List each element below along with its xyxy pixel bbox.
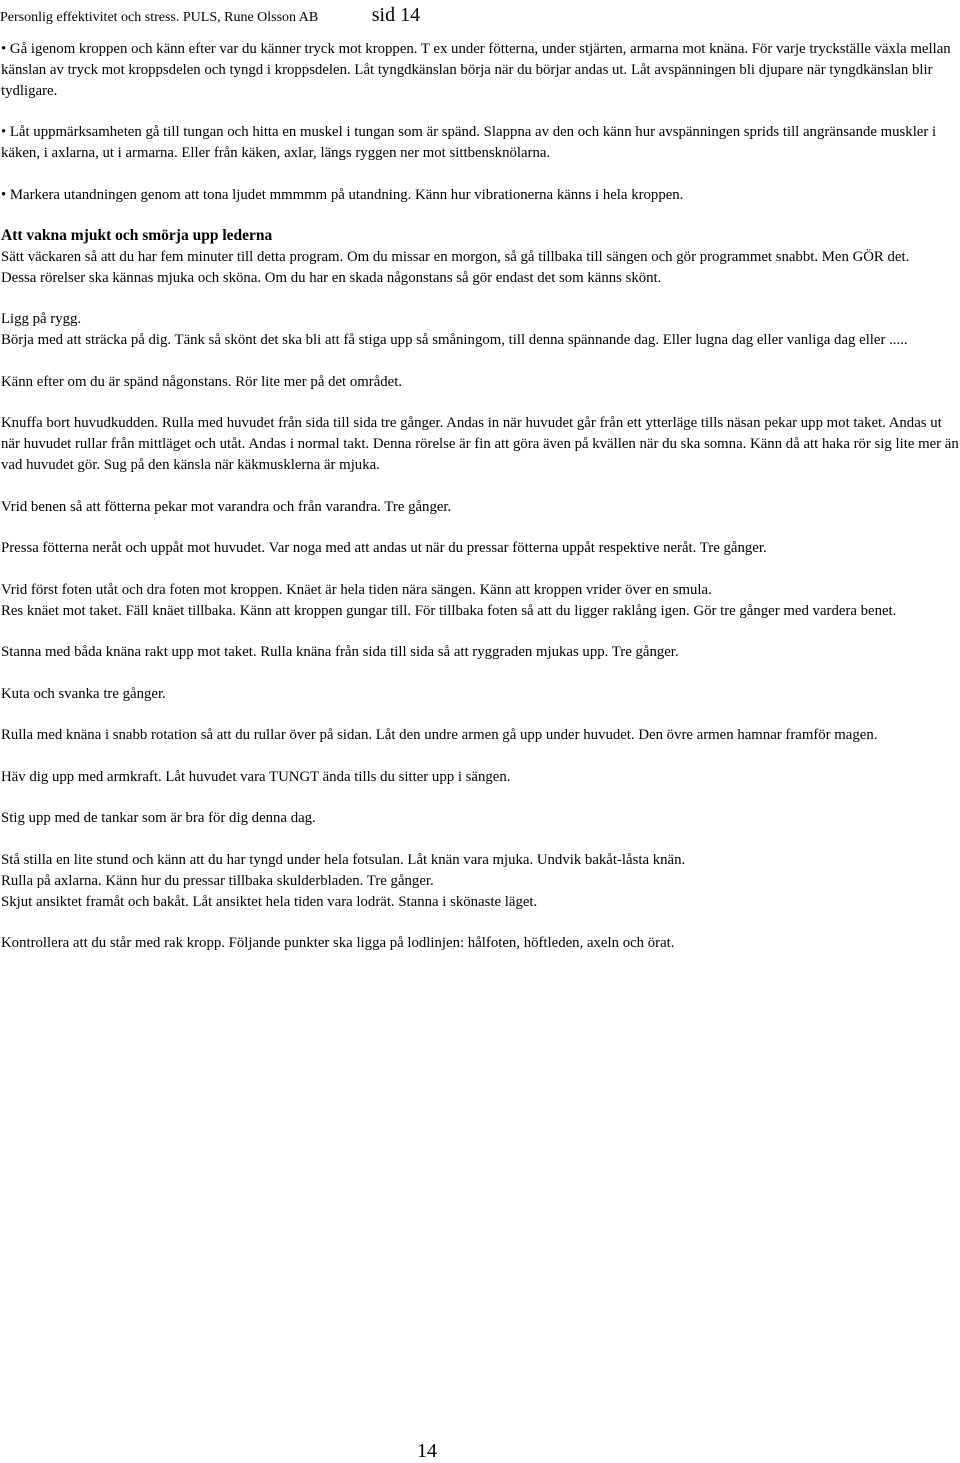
bullet-item: • Gå igenom kroppen och känn efter var du känner tryck mot kroppen. T ex under fötterna, under stjärten, armarna mot knäna. För varje tryckställe växla mellan känslan av tryck mot kroppsdelen och tyngd i kroppsdelen. Låt tyngdkänslan börja när du börjar andas ut. Låt avspänningen bli djupare när tyngdkänslan blir tydligare. [1, 41, 951, 99]
paragraph: Stå stilla en lite stund och känn att du har tyngd under hela fotsulan. Låt knän vara mjuka. Undvik bakåt-låsta knän. [1, 852, 686, 869]
paragraph: Stanna med båda knäna rakt upp mot taket. Rulla knäna från sida till sida så att ryggraden mjukas upp. Tre gånger. [1, 644, 679, 661]
paragraph: Knuffa bort huvudkudden. Rulla med huvudet från sida till sida tre gånger. Andas in när huvudet går från ett ytterläge tills näsan pekar upp mot taket. Andas ut när huvudet rullar från mittläget och utåt. Andas i normal takt. Denna rörelse är fin att göra även på kvällen när du ska somna. Känn då att haka rör sig lite mer än vad huvudet gör. Sug på den känsla när käkmusklerna är mjuka. [1, 415, 959, 473]
bullet-item: • Låt uppmärksamheten gå till tungan och hitta en muskel i tungan som är spänd. Slappna av den och känn hur avspänningen sprids till angränsande muskler i käken, i axlarna, ut i armarna. Eller från käken, axlar, längs ryggen ner mot sittbensknölarna. [1, 124, 937, 161]
paragraph: Vrid benen så att fötterna pekar mot varandra och från varandra. Tre gånger. [1, 498, 452, 515]
paragraph: Pressa fötterna neråt och uppåt mot huvudet. Var noga med att andas ut när du pressar fötterna uppåt respektive neråt. Tre gånger. [1, 540, 767, 557]
paragraph: Kuta och svanka tre gånger. [1, 685, 166, 702]
header-title: Personlig effektivitet och stress. PULS, Rune Olsson AB [0, 10, 319, 25]
paragraph: Kontrollera att du står med rak kropp. Följande punkter ska ligga på lodlinjen: hålfoten, höftleden, axeln och örat. [1, 935, 675, 952]
paragraph: Sätt väckaren så att du har fem minuter till detta program. Om du missar en morgon, så gå tillbaka till sängen och gör programmet snabbt. Men GÖR det. [1, 248, 910, 265]
paragraph: Rulla på axlarna. Känn hur du pressar tillbaka skulderbladen. Tre gånger. [1, 872, 434, 889]
paragraph: Börja med att sträcka på dig. Tänk så skönt det ska bli att få stiga upp så småningom, till denna spännande dag. Eller lugna dag eller vanliga dag eller ..... [1, 332, 908, 349]
paragraph: Känn efter om du är spänd någonstans. Rör lite mer på det området. [1, 373, 403, 390]
document-content [1, 39, 960, 954]
paragraph: Vrid först foten utåt och dra foten mot kroppen. Knäet är hela tiden nära sängen. Känn att kroppen vrider över en smula. [1, 581, 712, 598]
paragraph: Rulla med knäna i snabb rotation så att du rullar över på sidan. Låt den undre armen gå upp under huvudet. Den övre armen hamnar framför magen. [1, 727, 878, 744]
section-heading: Att vakna mjukt och smörja upp lederna [1, 227, 273, 245]
paragraph: Res knäet mot taket. Fäll knäet tillbaka. Känn att kroppen gungar till. För tillbaka foten så att du ligger raklång igen. Gör tre gånger med vardera benet. [1, 602, 897, 619]
paragraph: Dessa rörelser ska kännas mjuka och sköna. Om du har en skada någonstans så gör endast det som känns skönt. [1, 269, 662, 286]
page-number-footer: 14 [417, 1440, 437, 1462]
paragraph: Häv dig upp med armkraft. Låt huvudet vara TUNGT ända tills du sitter upp i sängen. [1, 768, 511, 785]
paragraph: Stig upp med de tankar som är bra för dig denna dag. [1, 810, 316, 827]
page-header [0, 4, 420, 27]
header-page-label: sid 14 [371, 4, 421, 26]
bullet-item: • Markera utandningen genom att tona ljudet mmmmm på utandning. Känn hur vibrationerna känns i hela kroppen. [1, 186, 684, 203]
paragraph: Skjut ansiktet framåt och bakåt. Låt ansiktet hela tiden vara lodrät. Stanna i skönaste läget. [1, 893, 538, 910]
paragraph: Ligg på rygg. [1, 311, 82, 328]
